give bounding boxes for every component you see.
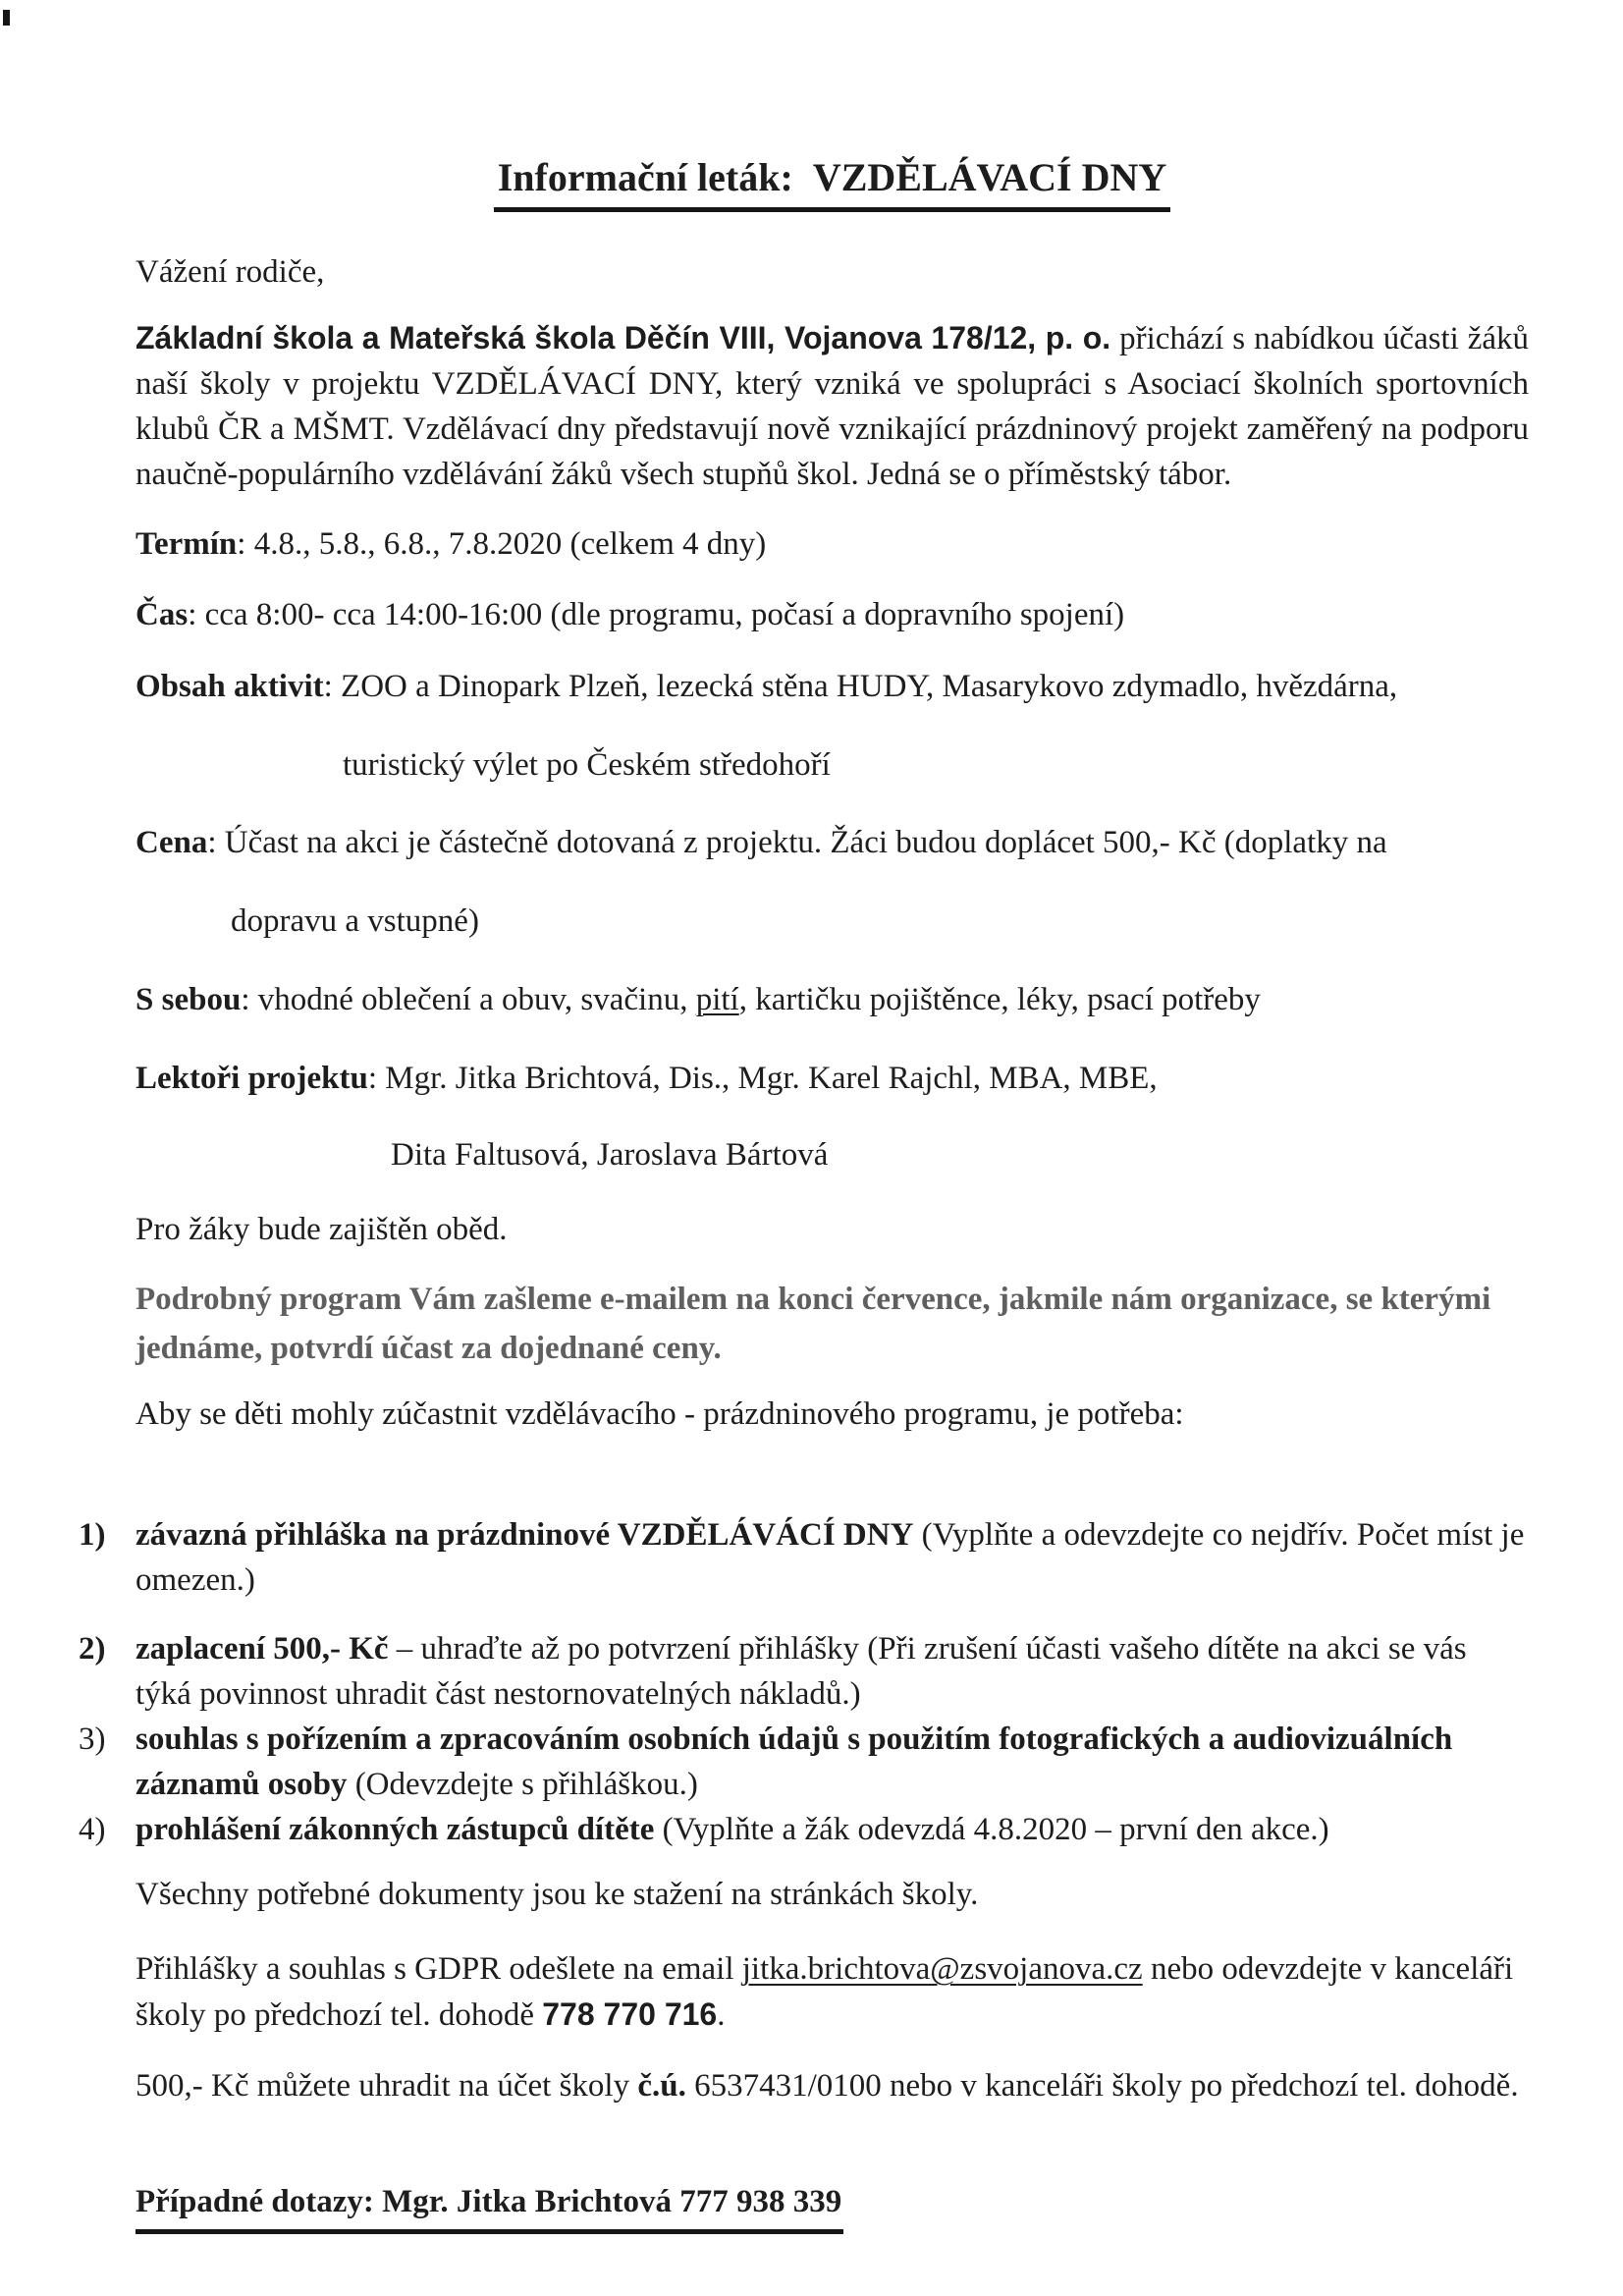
detail-obsah xyxy=(135,664,1529,709)
requirements-list xyxy=(79,1512,1529,1852)
termin-value: : 4.8., 5.8., 6.8., 7.8.2020 (celkem 4 dny) xyxy=(237,526,767,562)
cas-label: Čas xyxy=(135,597,189,632)
list-item-4-rest: (Vyplňte a žák odevzdá 4.8.2020 – první den akce.) xyxy=(654,1812,1329,1847)
list-item-2-text xyxy=(135,1626,1529,1717)
obsah-label: Obsah aktivit xyxy=(135,669,324,704)
list-item-4-text xyxy=(135,1807,1529,1852)
intro-paragraph xyxy=(135,315,1529,497)
detail-cas xyxy=(135,592,1529,637)
list-item-2 xyxy=(79,1626,1529,1717)
list-item-1 xyxy=(79,1512,1529,1603)
lunch-note: Pro žáky bude zajištěn oběd. xyxy=(135,1212,508,1247)
payment-after: 6537431/0100 nebo v kanceláři školy po předchozí tel. dohodě. xyxy=(685,2068,1519,2104)
list-item-2-rest: – uhraďte až po potvrzení přihlášky (Při zrušení účasti vašeho dítěte na akci se vás týká povinnost uhradit část nestornovatelných nákladů.) xyxy=(135,1631,1467,1712)
page-title-label: Informační leták: xyxy=(497,155,793,199)
scan-artifact xyxy=(3,10,10,26)
s-sebou-drink-underlined: pití xyxy=(695,982,739,1017)
list-item-4 xyxy=(79,1807,1529,1852)
page-title xyxy=(135,155,1529,212)
detail-s-sebou xyxy=(135,977,1529,1022)
s-sebou-label: S sebou xyxy=(135,982,242,1017)
account-label: č.ú. xyxy=(637,2068,686,2104)
detail-termin xyxy=(135,521,1529,567)
list-item-4-number: 4) xyxy=(79,1812,106,1847)
list-item-4-bold: prohlášení zákonných zástupců dítěte xyxy=(135,1812,655,1847)
list-item-1-bold: závazná přihláška na prázdninové VZDĚLÁVÁCÍ DNY xyxy=(135,1517,914,1553)
list-item-1-rest: (Vyplňte a odevzdejte co nejdřív. Počet míst je omezen.) xyxy=(135,1517,1525,1598)
documents-note: Všechny potřebné dokumenty jsou ke stažení na stránkách školy. xyxy=(135,1877,979,1912)
salutation: Vážení rodiče, xyxy=(135,254,325,290)
list-item-2-number: 2) xyxy=(79,1631,106,1667)
email-link[interactable]: jitka.brichtova@zsvojanova.cz xyxy=(741,1951,1143,1987)
school-name: Základní škola a Mateřská škola Děčín VIII, Vojanova 178/12, p. o. xyxy=(135,320,1111,355)
detail-obsah-line2: turistický výlet po Českém středohoří xyxy=(343,747,831,783)
gdpr-after: . xyxy=(717,1997,726,2033)
list-item-2-bold: zaplacení 500,- Kč xyxy=(135,1631,389,1667)
termin-label: Termín xyxy=(135,526,238,562)
page-title-name: VZDĚLÁVACÍ DNY xyxy=(812,155,1167,199)
cena-value: : Účast na akci je částečně dotovaná z projektu. Žáci budou doplácet 500,- Kč (doplatky na xyxy=(207,825,1387,860)
cena-label: Cena xyxy=(135,825,208,860)
payment-before: 500,- Kč můžete uhradit na účet školy xyxy=(135,2068,638,2104)
list-item-1-number: 1) xyxy=(79,1517,106,1553)
gdpr-before: Přihlášky a souhlas s GDPR odešlete na email xyxy=(135,1951,742,1987)
list-item-3-bold: souhlas s pořízením a zpracováním osobních údajů s použitím fotografických a audiovizuálních záznamů osoby xyxy=(135,1722,1453,1802)
lektori-label: Lektoři projektu xyxy=(135,1061,368,1096)
detail-cena xyxy=(135,820,1529,865)
office-phone-number: 778 770 716 xyxy=(542,1996,718,2032)
list-item-1-text xyxy=(135,1512,1529,1603)
intro-text: přichází s nabídkou účasti žáků naší školy v projektu VZDĚLÁVACÍ DNY, který vzniká ve spolupráci s Asociací školních sportovních klubů ČR a MŠMT. Vzdělávací dny představují nově vznikající prázdninový projekt zaměřený na podporu naučně-populárního vzdělávání žáků všech stupňů škol. Jedná se o příměstský tábor. xyxy=(135,321,1529,492)
obsah-value: : ZOO a Dinopark Plzeň, lezecká stěna HUDY, Masarykovo zdymadlo, hvězdárna, xyxy=(323,669,1398,704)
s-sebou-after: , kartičku pojištěnce, léky, psací potřeby xyxy=(738,982,1261,1017)
list-item-3-number: 3) xyxy=(79,1722,106,1757)
payment-paragraph xyxy=(135,2063,1529,2108)
cas-value: : cca 8:00- cca 14:00-16:00 (dle programu, počasí a dopravního spojení) xyxy=(188,597,1125,632)
list-item-3-text xyxy=(135,1717,1529,1807)
detail-lektori xyxy=(135,1056,1529,1101)
requirements-intro: Aby se děti mohly zúčastnit vzdělávacího - prázdninového programu, je potřeba: xyxy=(135,1396,1184,1432)
page-title-underlined xyxy=(494,155,1171,212)
footer-contact-underlined: Případné dotazy: Mgr. Jitka Brichtová 777 938 339 xyxy=(135,2179,843,2234)
list-item-3 xyxy=(79,1717,1529,1807)
list-item-3-rest: (Odevzdejte s přihláškou.) xyxy=(347,1767,698,1802)
gdpr-paragraph xyxy=(135,1946,1529,2038)
gdpr-middle: nebo odevzdejte v kanceláři školy po předchozí tel. dohodě xyxy=(135,1951,1514,2033)
lektori-value: : Mgr. Jitka Brichtová, Dis., Mgr. Karel Rajchl, MBA, MBE, xyxy=(367,1061,1158,1096)
detail-cena-line2: dopravu a vstupné) xyxy=(231,903,479,939)
s-sebou-before: : vhodné oblečení a obuv, svačinu, xyxy=(241,982,696,1017)
detail-lektori-line2: Dita Faltusová, Jaroslava Bártová xyxy=(391,1137,829,1173)
program-gray-note: Podrobný program Vám zašleme e-mailem na konci července, jakmile nám organizace, se kterými jednáme, potvrdí účast za dojednané ceny. xyxy=(135,1282,1491,1366)
footer-contact xyxy=(135,2179,1529,2234)
